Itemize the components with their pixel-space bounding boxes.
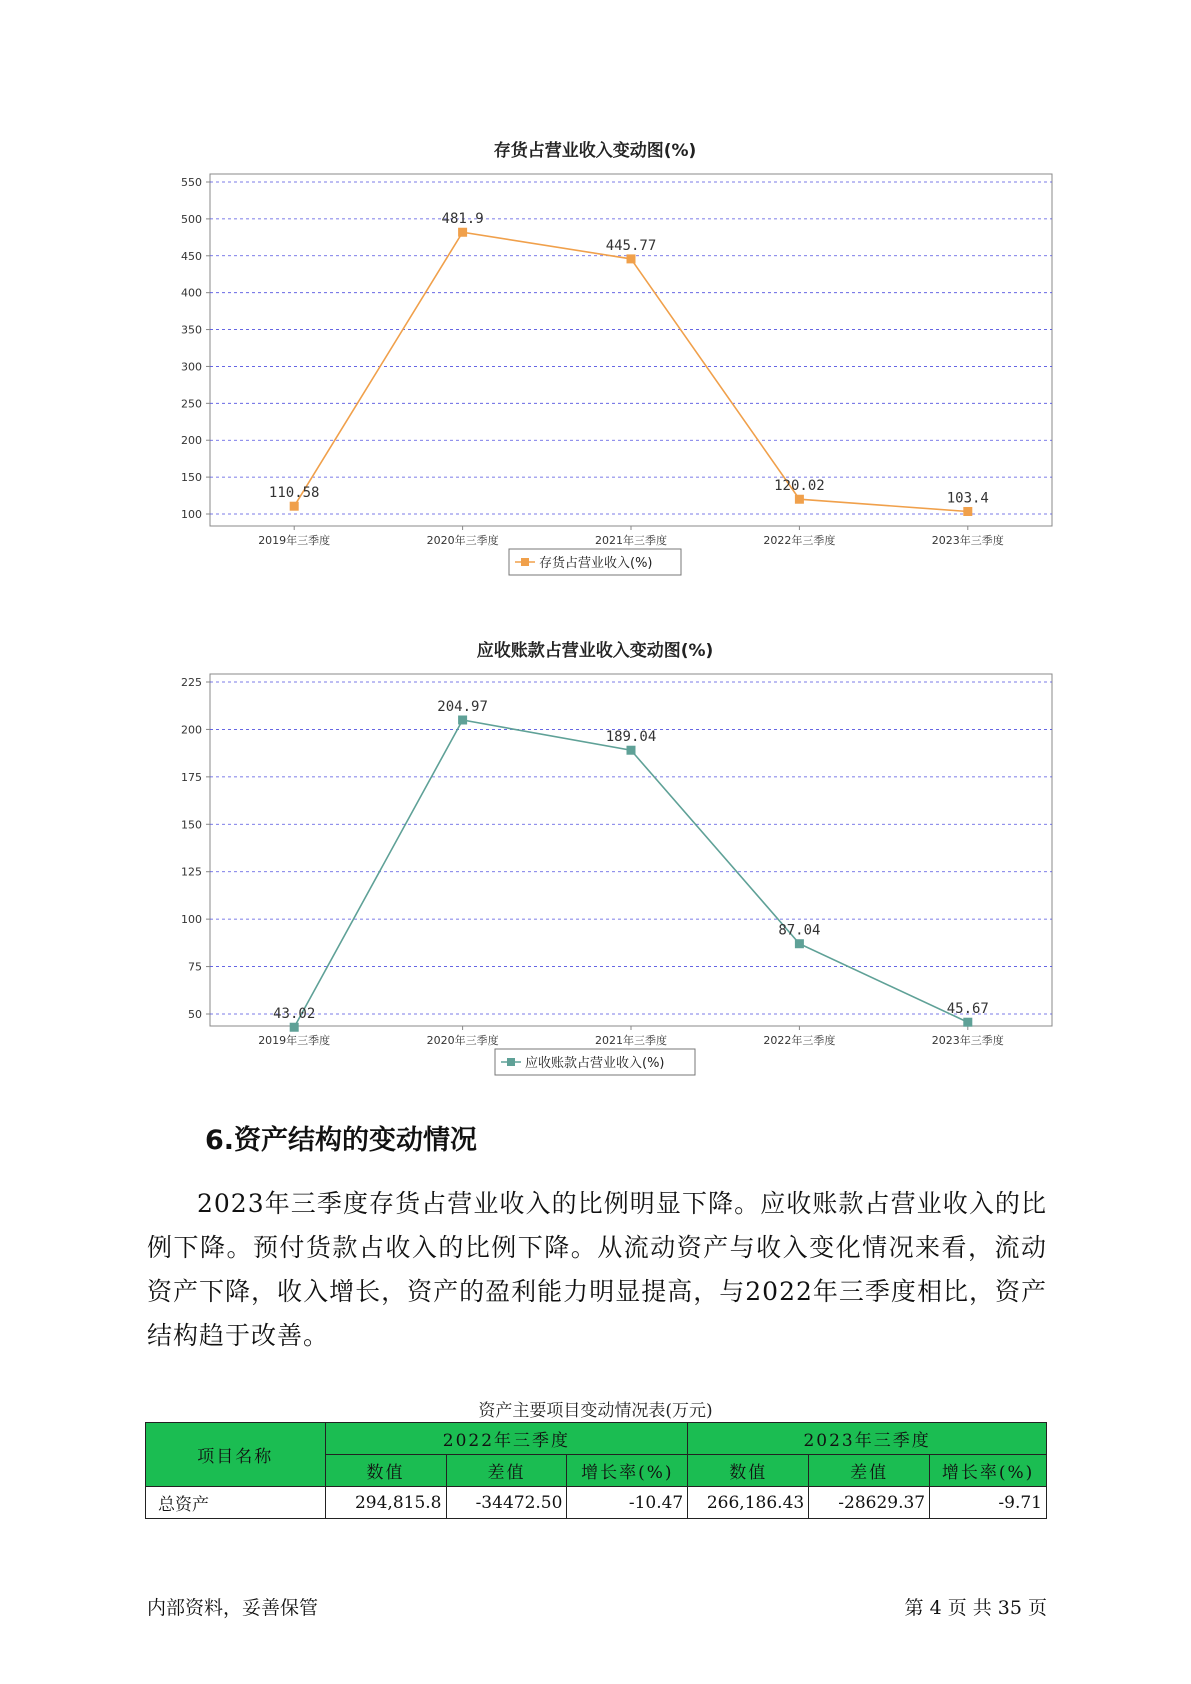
chart0-data-label: 103.4 (946, 490, 989, 507)
section-paragraph: 2023年三季度存货占营业收入的比例明显下降。应收账款占营业收入的比例下降。预付货款占收入的比例下降。从流动资产与收入变化情况来看，流动资产下降，收入增长，资产的盈利能力明显提高，与2022年三季度相比，资产结构趋于改善。 (147, 1189, 1047, 1350)
chart0-data-point (627, 254, 636, 263)
chart1-y-tick-label: 75 (188, 960, 202, 974)
receivables-chart-svg (0, 630, 1191, 1090)
chart0-title: 存货占营业收入变动图(%) (493, 141, 697, 161)
chart0-x-tick-label: 2023年三季度 (931, 534, 1004, 547)
chart1-data-label: 189.04 (605, 729, 657, 746)
chart0-y-tick-label: 500 (181, 212, 202, 226)
chart0-y-tick-label: 300 (181, 360, 202, 374)
chart0-y-tick-label: 200 (181, 434, 202, 448)
period2-header: 2023年三季度 (688, 1423, 1047, 1455)
chart1-x-tick-label: 2023年三季度 (931, 1034, 1004, 1047)
footer-confidential: 内部资料，妥善保管 (147, 1597, 319, 1619)
chart0-data-label: 481.9 (441, 211, 484, 228)
chart0-data-label: 445.77 (605, 237, 657, 254)
chart0-x-tick-label: 2021年三季度 (595, 534, 667, 547)
row-growth-2022: -10.47 (567, 1487, 688, 1519)
sub-header-growth: 增长率(%) (567, 1455, 688, 1487)
sub-header-growth: 增长率(%) (930, 1455, 1047, 1487)
row-diff-2023: -28629.37 (809, 1487, 930, 1519)
sub-header-value: 数值 (688, 1455, 809, 1487)
chart1-data-point (963, 1018, 972, 1027)
chart0-y-tick-label: 350 (181, 323, 202, 337)
chart1-y-tick-label: 50 (188, 1008, 202, 1021)
row-diff-2022: -34472.50 (446, 1487, 567, 1519)
chart0-y-tick-label: 550 (181, 176, 202, 189)
chart0-x-tick-label: 2019年三季度 (258, 534, 331, 547)
chart0-data-label: 110.58 (268, 485, 320, 502)
chart1-legend-label: 应收账款占营业收入(%) (525, 1056, 665, 1071)
chart1-title: 应收账款占营业收入变动图(%) (476, 641, 714, 661)
chart1-y-tick-label: 125 (181, 865, 202, 879)
chart1-data-label: 43.02 (273, 1006, 316, 1023)
chart1-x-tick-label: 2021年三季度 (595, 1034, 667, 1047)
row-name: 总资产 (146, 1487, 326, 1519)
chart0-y-tick-label: 100 (181, 508, 202, 521)
chart1-y-tick-label: 200 (181, 723, 202, 737)
chart1-x-tick-label: 2020年三季度 (426, 1034, 499, 1047)
chart1-y-tick-label: 225 (181, 676, 202, 689)
chart1-data-point (458, 715, 467, 724)
chart1-x-tick-label: 2022年三季度 (763, 1034, 836, 1047)
item-name-header: 项目名称 (146, 1423, 326, 1487)
chart0-y-tick-label: 250 (181, 397, 202, 411)
chart1-legend-marker (507, 1058, 515, 1066)
chart0-y-tick-label: 150 (181, 471, 202, 485)
chart0-y-tick-label: 400 (181, 286, 202, 300)
period1-header: 2022年三季度 (325, 1423, 688, 1455)
chart1-data-label: 45.67 (946, 1001, 989, 1018)
chart1-x-tick-label: 2019年三季度 (258, 1034, 331, 1047)
chart0-plot-area (210, 174, 1052, 526)
inventory-chart-svg (0, 130, 1191, 571)
chart0-data-point (458, 228, 467, 237)
row-value-2023: 266,186.43 (688, 1487, 809, 1519)
footer-page-number: 第 4 页 共 35 页 (904, 1597, 1047, 1619)
chart1-y-tick-label: 175 (181, 770, 202, 784)
sub-header-diff: 差值 (446, 1455, 567, 1487)
inventory-chart (0, 130, 1191, 571)
chart0-x-tick-label: 2022年三季度 (763, 534, 836, 547)
table-header-row-1 (146, 1423, 1047, 1455)
sub-header-value: 数值 (325, 1455, 446, 1487)
chart0-legend-marker (521, 558, 529, 566)
row-growth-2023: -9.71 (930, 1487, 1047, 1519)
chart1-y-tick-label: 100 (181, 913, 202, 927)
chart0-data-point (290, 502, 299, 511)
section-heading: 6.资产结构的变动情况 (205, 1125, 478, 1156)
table-caption: 资产主要项目变动情况表(万元) (478, 1401, 713, 1421)
chart0-y-tick-label: 450 (181, 249, 202, 263)
row-value-2022: 294,815.8 (325, 1487, 446, 1519)
chart1-data-label: 204.97 (437, 698, 488, 715)
chart0-data-point (963, 507, 972, 516)
chart1-y-tick-label: 150 (181, 818, 202, 832)
chart1-data-label: 87.04 (778, 922, 821, 939)
asset-change-table (145, 1422, 1047, 1519)
chart1-data-point (795, 939, 804, 948)
chart0-x-tick-label: 2020年三季度 (426, 534, 499, 547)
chart0-legend-label: 存货占营业收入(%) (539, 556, 653, 571)
chart0-data-point (795, 495, 804, 504)
sub-header-diff: 差值 (809, 1455, 930, 1487)
chart1-data-point (290, 1023, 299, 1032)
chart1-plot-area (210, 674, 1052, 1026)
table-row (146, 1487, 1047, 1519)
receivables-chart (0, 630, 1191, 1090)
chart1-data-point (627, 746, 636, 755)
chart0-data-label: 120.02 (774, 478, 825, 495)
